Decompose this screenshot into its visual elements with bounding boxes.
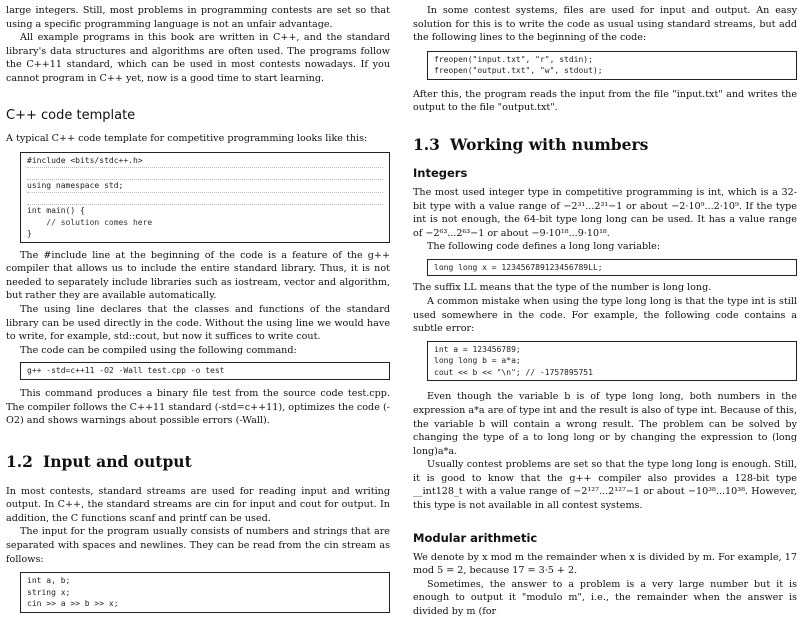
section-number: 1.3: [413, 134, 440, 154]
code-line: string x;: [27, 587, 71, 597]
suffix-paragraph: The suffix LL means that the type of the number is long long.: [413, 282, 712, 294]
integers-paragraph-2: The following code defines a long long variable:: [427, 241, 661, 253]
intro-paragraph-2: All example programs in this book are written in C++, and the standard library's data structures and algorithms are often used. The programs follow the C++11 standard, which can be used in most contests nowadays. If you cannot program in C++ yet, now is a good time to start learning.: [6, 32, 390, 84]
section-title: Input and output: [42, 451, 192, 471]
binary-paragraph: This command produces a binary file test from the source code test.cpp. The compiler follows the C++11 standard (-std=c++11), optimizes the code (-O2) and shows warnings about possible errors (-Wall).: [6, 387, 390, 427]
code-line: }: [27, 229, 32, 239]
using-paragraph: The using line declares that the classes and functions of the standard library can be used directly in the code. Without the using line we would have to write, for example, std::cout, but now it suffices to write cout.: [6, 304, 390, 343]
even-though-paragraph: Even though the variable b is of type long long, both numbers in the expression a*a are of type int and the result is also of type int. Because of this, the variable b will contain a wrong result. The problem can be solved by changing the type of a to long long or by changing the expression to (long long)a*a.: [413, 391, 797, 457]
code-comment: // solution comes here: [27, 217, 153, 227]
template-code-block: [20, 152, 390, 243]
files-paragraph: In some contest systems, files are used for input and output. An easy solution for this is to write the code as usual using standard streams, but add the following lines to the beginning of the code:: [413, 5, 797, 44]
code-line: freopen("output.txt", "w", stdout);: [434, 66, 603, 76]
section-heading-1-3: [413, 135, 797, 154]
template-heading: C++ code template: [6, 107, 136, 123]
io-code-block: [20, 572, 390, 613]
left-column: [6, 0, 390, 613]
include-paragraph: The #include line at the beginning of the code is a feature of the g++ compiler that allows us to include the entire standard library. Thus, it is not needed to separately include libraries such as iostream, vector and algorithm, but rather they are available automatically.: [6, 249, 390, 302]
code-line: g++ -std=c++11 -O2 -Wall test.cpp -o test: [27, 366, 225, 376]
section-heading-1-2: [6, 452, 390, 471]
intro-paragraph-1: large integers. Still, most problems in programming contests are set so that using a specific programming language is not an unfair advantage.: [6, 5, 390, 30]
modular-heading: Modular arithmetic: [413, 530, 538, 545]
section-title: Working with numbers: [449, 134, 649, 154]
code-line: int main() {: [27, 204, 383, 217]
template-intro: A typical C++ code template for competitive programming looks like this:: [6, 132, 368, 144]
integers-heading: Integers: [413, 165, 468, 180]
io-paragraph-2: The input for the program usually consists of numbers and strings that are separated with spaces and newlines. They can be read from the cin stream as follows:: [6, 526, 390, 565]
code-line: long long x = 123456789123456789LL;: [434, 262, 603, 272]
code-line: [27, 192, 383, 205]
code-line: cout << b << "\n"; // -1757895751: [434, 367, 593, 377]
usually-paragraph: Usually contest problems are set so that the type long long is enough. Still, it is good to know that the g++ compiler also provides a 128-bit type __int128_t with a value range of −2¹²⁷...2¹²⁷−1 or about −10³⁸...10³⁸. However, this type is not available in all contest systems.: [413, 459, 797, 512]
code-line: freopen("input.txt", "r", stdin);: [434, 54, 593, 64]
code-line: long long b = a*a;: [434, 356, 521, 366]
compile-code-block: [20, 362, 390, 380]
code-line: int a, b;: [27, 576, 71, 586]
io-paragraph-1: In most contests, standard streams are used for reading input and writing output. In C++, the standard streams are cin for input and cout for output. In addition, the C functions scanf and printf can be used.: [6, 485, 390, 524]
code-line: int a = 123456789;: [434, 344, 521, 354]
after-paragraph: After this, the program reads the input from the file "input.txt" and writes the output to the file "output.txt".: [413, 88, 797, 114]
long-long-code-block: [427, 259, 797, 277]
code-line: [27, 167, 383, 180]
code-line: using namespace std;: [27, 179, 383, 192]
code-line: cin >> a >> b >> x;: [27, 599, 119, 609]
modular-paragraph-2: Sometimes, the answer to a problem is a very large number but it is enough to output it "modulo m", i.e., the remainder when the answer is divided by m (for: [413, 578, 797, 618]
mistake-paragraph: A common mistake when using the type long long is that the type int is still used somewhere in the code. For example, the following code contains a subtle error:: [413, 296, 797, 335]
mistake-code-block: [427, 341, 797, 382]
compile-paragraph: The code can be compiled using the following command:: [20, 344, 297, 356]
section-number: 1.2: [6, 451, 33, 471]
code-line: #include <bits/stdc++.h>: [27, 156, 143, 166]
right-column: [413, 0, 797, 619]
files-code-block: [427, 51, 797, 80]
modular-paragraph-1: We denote by x mod m the remainder when x is divided by m. For example, 17 mod 5 = 2, because 17 = 3·5 + 2.: [413, 551, 797, 577]
integers-paragraph-1: The most used integer type in competitive programming is int, which is a 32-bit type with a value range of −2³¹...2³¹−1 or about −2·10⁹...2·10⁹. If the type int is not enough, the 64-bit type long long can be used. It has a value range of −2⁶³...2⁶³−1 or about −9·10¹⁸...9·10¹⁸.: [413, 186, 797, 239]
